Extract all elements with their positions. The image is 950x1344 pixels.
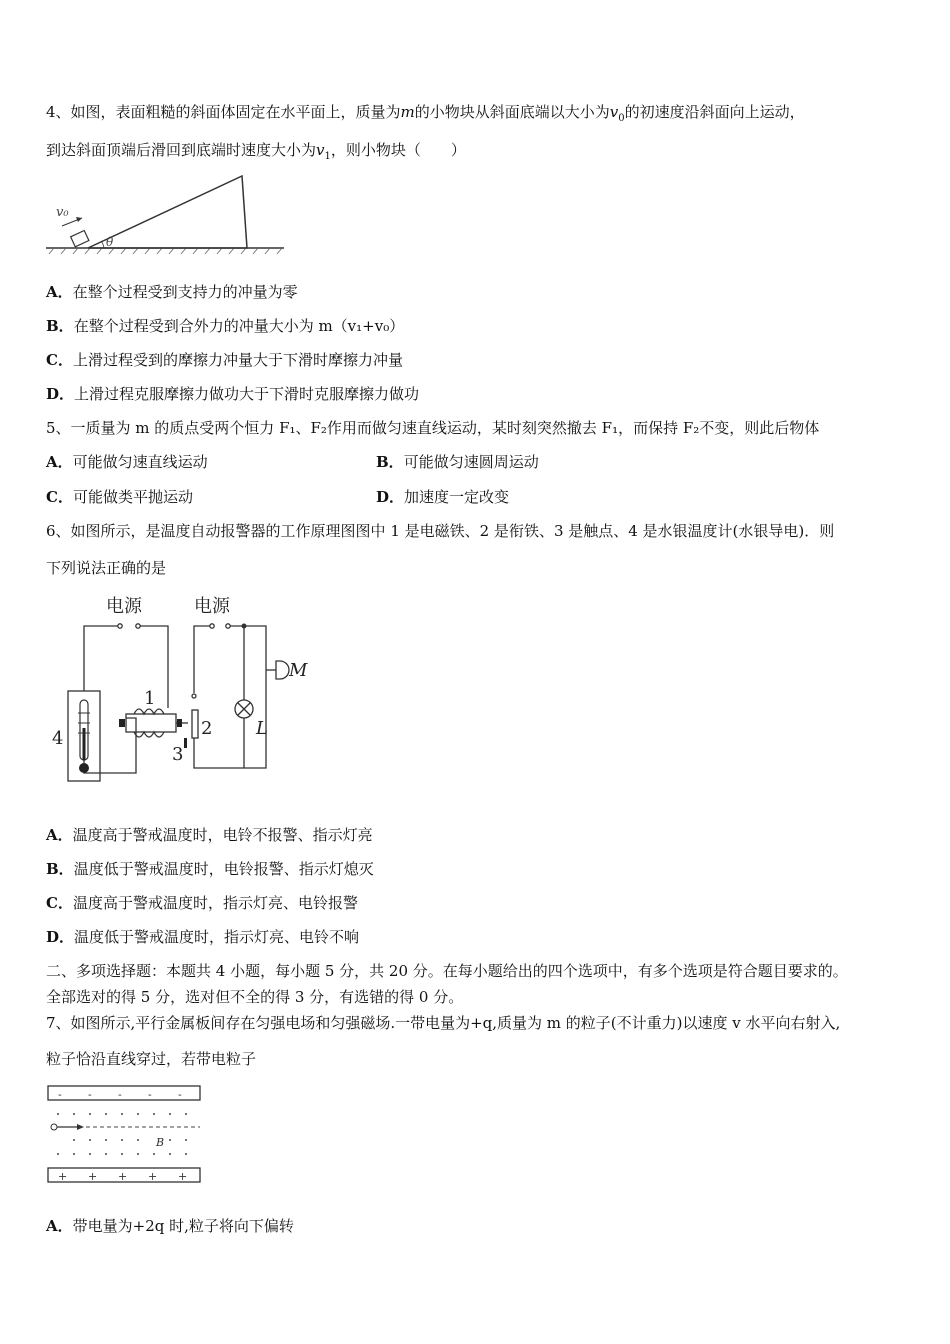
q5-option-d[interactable]: D．加速度一定改变: [376, 488, 510, 506]
label-1: 1: [144, 688, 156, 709]
svg-text:+: +: [178, 1170, 188, 1183]
svg-text:-: -: [118, 1088, 122, 1101]
q5-option-b[interactable]: B．可能做匀速圆周运动: [376, 453, 539, 471]
q7-option-a[interactable]: A．带电量为+2q 时,粒子将向下偏转: [46, 1217, 294, 1235]
q6-option-a[interactable]: A．温度高于警戒温度时，电铃不报警、指示灯亮: [46, 826, 373, 844]
theta-label: θ: [106, 235, 114, 249]
q7-stem-line2: 粒子恰沿直线穿过，若带电粒子: [46, 1050, 257, 1068]
parallel-plates-figure: [44, 1082, 210, 1192]
incline-figure: [44, 170, 294, 260]
v0-label: v₀: [56, 205, 69, 220]
power-label-2: 电源: [194, 596, 230, 617]
q4-stem-line2: 到达斜面顶端后滑回到底端时速度大小为$v_1$，则小物块（ ）: [46, 141, 466, 162]
b-label: B: [156, 1136, 165, 1149]
svg-text:-: -: [148, 1088, 152, 1101]
svg-text:-: -: [58, 1088, 62, 1101]
q6-option-b[interactable]: B．温度低于警戒温度时，电铃报警、指示灯熄灭: [46, 860, 374, 878]
section2-header-line1: 二、多项选择题：本题共 4 小题，每小题 5 分，共 20 分。在每小题给出的四个选项中，有多个选项是符合题目要求的。: [46, 962, 848, 980]
q4-option-d[interactable]: D．上滑过程克服摩擦力做功大于下滑时克服摩擦力做功: [46, 385, 420, 403]
alarm-circuit-figure: [44, 588, 324, 796]
svg-text:-: -: [88, 1088, 92, 1101]
svg-text:+: +: [118, 1170, 128, 1183]
q6-stem-line1: 6、如图所示，是温度自动报警器的工作原理图图中 1 是电磁铁、2 是衔铁、3 是触点、4 是水银温度计(水银导电)．则: [46, 522, 835, 540]
svg-text:+: +: [148, 1170, 158, 1183]
q4-option-a[interactable]: A．在整个过程受到支持力的冲量为零: [46, 283, 298, 301]
q6-option-d[interactable]: D．温度低于警戒温度时，指示灯亮、电铃不响: [46, 928, 360, 946]
q4-stem-line1: 4、如图，表面粗糙的斜面体固定在水平面上，质量为m的小物块从斜面底端以大小为$v_0$的初速度沿斜面向上运动，: [46, 103, 805, 124]
q5-option-a[interactable]: A．可能做匀速直线运动: [46, 453, 208, 471]
q6-stem-line2: 下列说法正确的是: [46, 559, 167, 577]
label-3: 3: [172, 744, 184, 765]
q7-stem-line1: 7、如图所示,平行金属板间存在匀强电场和匀强磁场.一带电量为+q,质量为 m 的粒子(不计重力)以速度 v 水平向右射入,: [46, 1014, 841, 1032]
q6-option-c[interactable]: C．温度高于警戒温度时，指示灯亮、电铃报警: [46, 894, 358, 912]
q5-stem: 5、一质量为 m 的质点受两个恒力 F₁、F₂作用而做匀速直线运动，某时刻突然撤去 F₁，而保持 F₂不变，则此后物体: [46, 419, 820, 437]
svg-text:-: -: [178, 1088, 182, 1101]
label-4: 4: [52, 728, 64, 749]
label-m: M: [289, 660, 308, 681]
q4-m: m: [400, 103, 415, 121]
label-l: L: [256, 718, 268, 739]
q4-option-c[interactable]: C．上滑过程受到的摩擦力冲量大于下滑时摩擦力冲量: [46, 351, 403, 369]
q5-option-c[interactable]: C．可能做类平抛运动: [46, 488, 193, 506]
svg-text:+: +: [88, 1170, 98, 1183]
section2-header-line2: 全部选对的得 5 分，选对但不全的得 3 分，有选错的得 0 分。: [46, 988, 464, 1006]
power-label-1: 电源: [106, 596, 142, 617]
svg-text:+: +: [58, 1170, 68, 1183]
q4-option-b[interactable]: B．在整个过程受到合外力的冲量大小为 m（v₁+v₀）: [46, 317, 405, 335]
label-2: 2: [201, 718, 213, 739]
